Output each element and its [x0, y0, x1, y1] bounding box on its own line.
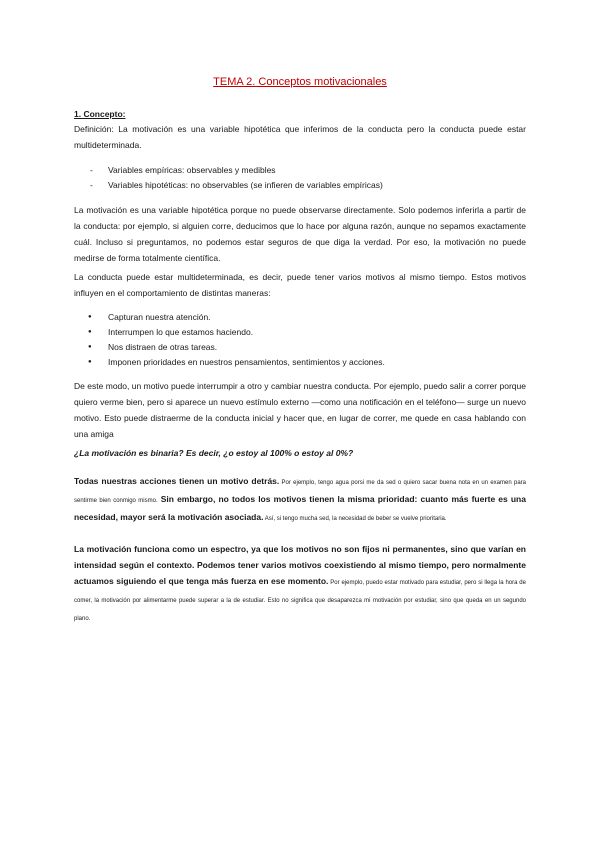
list-item: - Variables empíricas: observables y medibles	[74, 163, 526, 178]
question-heading: ¿La motivación es binaria? Es decir, ¿o estoy al 100% o estoy al 0%?	[74, 448, 354, 458]
section-heading: 1. Concepto:	[74, 109, 126, 119]
bold-text: Todas nuestras acciones tienen un motivo detrás.	[74, 476, 280, 486]
definition-label: Definición:	[74, 124, 114, 134]
variables-list	[74, 163, 526, 193]
bold-text: Sin embargo, no todos los motivos tienen la misma prioridad: cuanto más fuerte es una necesidad, mayor será la motivación asociada.	[74, 494, 526, 522]
paragraph-example: De este modo, un motivo puede interrumpir a otro y cambiar nuestra conducta. Por ejemplo, puedo salir a correr porque quiero verme bien, pero si aparece un nuevo estímulo externo —como una notificación en el teléfono— surge un nuevo motivo. Esto puede distraerme de la conducta inicial y hacer que, en lugar de correr, me quede en casa hablando con una amiga	[74, 381, 526, 439]
definition-paragraph	[74, 121, 526, 153]
influences-list	[74, 310, 526, 370]
list-item: ● Nos distraen de otras tareas.	[74, 340, 526, 355]
definition-text: La motivación es una variable hipotética que inferimos de la conducta pero la conducta puede estar multideterminada.	[74, 124, 526, 150]
small-text: Así, si tengo mucha sed, la necesidad de beber se vuelve prioritaria.	[263, 516, 447, 522]
paragraph-multidetermined: La conducta puede estar multideterminada, es decir, puede tener varios motivos al mismo tiempo. Estos motivos influyen en el comportamiento de distintas maneras:	[74, 272, 526, 298]
small-text: Por ejemplo, tengo agua porsi me da sed o quiero sacar buena nota en un examen para sentirme bien conmigo mismo.	[74, 480, 526, 504]
list-item: ● Imponen prioridades en nuestros pensamientos, sentimientos y acciones.	[74, 355, 526, 370]
small-text: Por ejemplo, puedo estar motivado para estudiar, pero si llega la hora de comer, la motivación por alimentarme puede superar a la de estudiar. Esto no significa que desaparezca mi motivación por estudiar, sino que queda en un segundo plano.	[74, 580, 526, 622]
list-item: - Variables hipotéticas: no observables (se infieren de variables empíricas)	[74, 178, 526, 193]
list-item: ● Capturan nuestra atención.	[74, 310, 526, 325]
list-item: ● Interrumpen lo que estamos haciendo.	[74, 325, 526, 340]
page-title: TEMA 2. Conceptos motivacionales	[213, 76, 387, 88]
paragraph-hypothetical: La motivación es una variable hipotética porque no puede observarse directamente. Solo podemos inferirla a partir de la conducta: por ejemplo, si alguien corre, deducimos que lo hace por alguna razón, aunque no sepamos exactamente cuál. Incluso si preguntamos, no podemos estar seguros de que diga la verdad. Por eso, la motivación no puede medirse de forma totalmente científica.	[74, 205, 526, 263]
paragraph-actions	[74, 473, 526, 527]
bold-text: La motivación funciona como un espectro, ya que los motivos no son fijos ni permanentes, sino que varían en intensidad según el contexto. Podemos tener varios motivos coexistiendo al mismo tiempo, pero normalmente actuamos siguiendo el que tenga más fuerza en ese momento.	[74, 544, 526, 586]
paragraph-spectrum	[74, 541, 526, 627]
